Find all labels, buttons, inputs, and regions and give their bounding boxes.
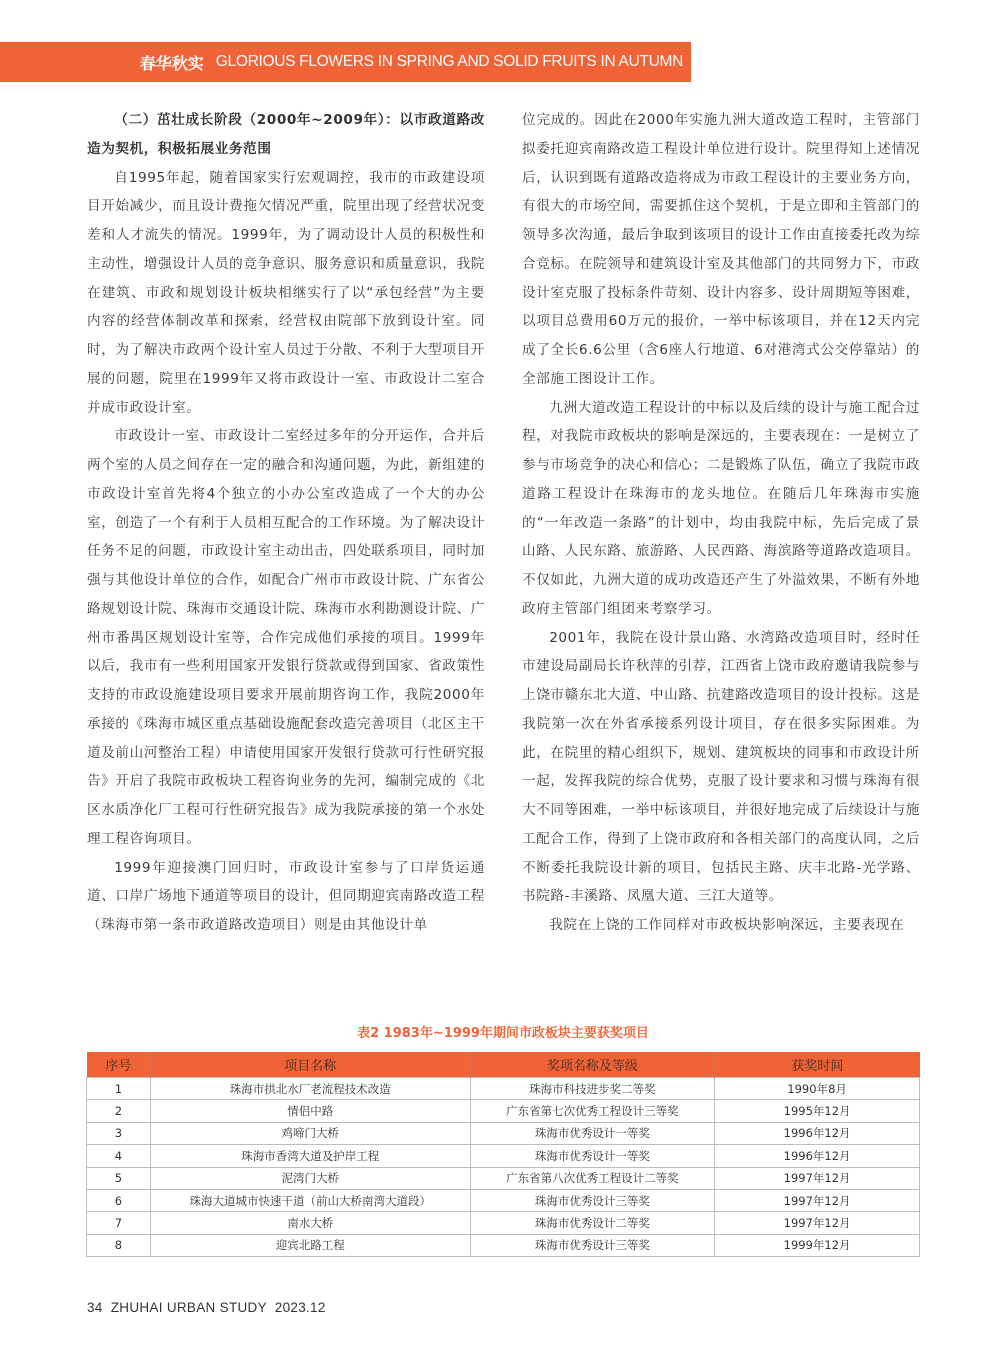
cell-award: 广东省第八次优秀工程设计二等奖 <box>470 1167 715 1189</box>
cell-award: 珠海市科技进步奖二等奖 <box>470 1078 715 1100</box>
cell-index: 3 <box>87 1122 151 1144</box>
banner-title-zh: 春华秋实 <box>139 53 204 73</box>
header-index: 序号 <box>87 1052 151 1078</box>
cell-award: 珠海市优秀设计二等奖 <box>470 1212 715 1234</box>
cell-date: 1999年12月 <box>715 1234 920 1256</box>
table-row <box>87 1189 920 1211</box>
header-date: 获奖时间 <box>715 1052 920 1078</box>
cell-index: 7 <box>87 1212 151 1234</box>
paragraph: 市政设计一室、市政设计二室经过多年的分开运作，合并后两个室的人员之间存在一定的融合和沟通问题，为此，新组建的市政设计室首先将4个独立的小办公室改造成了一个大的办公室，创造了一个有利于人员相互配合的工作环境。为了解决设计任务不足的问题，市政设计室主动出击，四处联系项目，同时加强与其他设计单位的合作，如配合广州市市政设计院、广东省公路规划设计院、珠海市交通设计院、珠海市水利勘测设计院、广州市番禺区规划设计室等，合作完成他们承接的项目。1999年以后，我市有一些利用国家开发银行贷款或得到国家、省政策性支持的市政设施建设项目要求开展前期咨询工作，我院2000年承接的《珠海市城区重点基础设施配套改造完善项目（北区主干道及前山河整治工程）申请使用国家开发银行贷款可行性研究报告》开启了我院市政板块工程咨询业务的先河，编制完成的《北区水质净化厂工程可行性研究报告》成为我院承接的第一个水处理工程咨询项目。 <box>87 428 485 847</box>
paragraph: 我院在上饶的工作同样对市政板块影响深远，主要表现在 <box>549 917 905 933</box>
cell-index: 1 <box>87 1078 151 1100</box>
cell-project: 珠海市香湾大道及护岸工程 <box>150 1145 470 1167</box>
table-caption: 表2 1983年~1999年期间市政板块主要获奖项目 <box>357 1026 649 1041</box>
issue-date: 2023.12 <box>274 1300 326 1315</box>
table-row <box>87 1167 920 1189</box>
page-footer <box>87 1300 326 1315</box>
publication-name: ZHUHAI URBAN STUDY <box>110 1300 267 1315</box>
cell-date: 1995年12月 <box>715 1100 920 1122</box>
paragraph-continuation: 位完成的。因此在2000年实施九洲大道改造工程时，主管部门拟委托迎宾南路改造工程设计单位进行设计。院里得知上述情况后，认识到既有道路改造将成为市政工程设计的主要业务方向，有很大的市场空间，需要抓住这个契机，于是立即和主管部门的领导多次沟通，最后争取到该项目的设计工作由直接委托改为综合竞标。在院领导和建筑设计室及其他部门的共同努力下，市政设计室克服了投标条件苛刻、设计内容多、设计周期短等困难，以项目总费用60万元的报价，一举中标该项目，并在12天内完成了全长6.6公里（含6座人行地道、6对港湾式公交停靠站）的全部施工图设计工作。 <box>522 112 920 387</box>
cell-date: 1996年12月 <box>715 1145 920 1167</box>
table-body <box>87 1078 920 1257</box>
cell-index: 8 <box>87 1234 151 1256</box>
header-award: 奖项名称及等级 <box>470 1052 715 1078</box>
cell-date: 1996年12月 <box>715 1122 920 1144</box>
table-row <box>87 1212 920 1234</box>
cell-project: 鸡啼门大桥 <box>150 1122 470 1144</box>
cell-date: 1990年8月 <box>715 1078 920 1100</box>
right-column <box>522 106 920 940</box>
cell-project: 南水大桥 <box>150 1212 470 1234</box>
cell-project: 情侣中路 <box>150 1100 470 1122</box>
cell-award: 广东省第七次优秀工程设计三等奖 <box>470 1100 715 1122</box>
cell-index: 2 <box>87 1100 151 1122</box>
cell-date: 1997年12月 <box>715 1189 920 1211</box>
table-header-row <box>87 1052 920 1078</box>
cell-award: 珠海市优秀设计一等奖 <box>470 1145 715 1167</box>
table-row <box>87 1100 920 1122</box>
section-banner <box>0 42 691 82</box>
cell-project: 珠海大道城市快速干道（前山大桥南湾大道段） <box>150 1189 470 1211</box>
cell-award: 珠海市优秀设计三等奖 <box>470 1189 715 1211</box>
cell-project: 珠海市拱北水厂老流程技术改造 <box>150 1078 470 1100</box>
table-row <box>87 1078 920 1100</box>
page-number: 34 <box>87 1300 103 1315</box>
table-row <box>87 1122 920 1144</box>
cell-index: 4 <box>87 1145 151 1167</box>
paragraph: 自1995年起，随着国家实行宏观调控，我市的市政建设项目开始减少，而且设计费拖欠情况严重，院里出现了经营状况变差和人才流失的情况。1999年，为了调动设计人员的积极性和主动性，增强设计人员的竞争意识、服务意识和质量意识，我院在建筑、市政和规划设计板块相继实行了以“承包经营”为主要内容的经营体制改革和探索，经营权由院部下放到设计室。同时，为了解决市政两个设计室人员过于分散、不利于大型项目开展的问题，院里在1999年又将市政设计一室、市政设计二室合并成市政设计室。 <box>87 169 485 416</box>
header-project: 项目名称 <box>150 1052 470 1078</box>
cell-award: 珠海市优秀设计三等奖 <box>470 1234 715 1256</box>
banner-title-en: GLORIOUS FLOWERS IN SPRING AND SOLID FRUITS IN AUTUMN <box>215 53 683 70</box>
cell-date: 1997年12月 <box>715 1212 920 1234</box>
left-column <box>87 106 485 940</box>
cell-project: 泥湾门大桥 <box>150 1167 470 1189</box>
cell-date: 1997年12月 <box>715 1167 920 1189</box>
table-row <box>87 1234 920 1256</box>
paragraph: 九洲大道改造工程设计的中标以及后续的设计与施工配合过程，对我院市政板块的影响是深远的，主要表现在：一是树立了参与市场竞争的决心和信心；二是锻炼了队伍，确立了我院市政道路工程设计在珠海市的龙头地位。在随后几年珠海市实施的“一年改造一条路”的计划中，均由我院中标，先后完成了景山路、人民东路、旅游路、人民西路、海滨路等道路改造项目。不仅如此，九洲大道的成功改造还产生了外溢效果，不断有外地政府主管部门组团来考察学习。 <box>522 399 920 617</box>
section-heading: （二）茁壮成长阶段（2000年~2009年）：以市政道路改造为契机，积极拓展业务范围 <box>87 112 485 157</box>
cell-project: 迎宾北路工程 <box>150 1234 470 1256</box>
cell-index: 6 <box>87 1189 151 1211</box>
cell-index: 5 <box>87 1167 151 1189</box>
paragraph: 1999年迎接澳门回归时，市政设计室参与了口岸货运通道、口岸广场地下通道等项目的设计，但同期迎宾南路改造工程（珠海市第一条市政道路改造项目）则是由其他设计单 <box>87 859 485 933</box>
awards-table <box>86 1052 920 1257</box>
table-row <box>87 1145 920 1167</box>
cell-award: 珠海市优秀设计一等奖 <box>470 1122 715 1144</box>
paragraph: 2001年，我院在设计景山路、水湾路改造项目时，经时任市建设局副局长许秋萍的引荐，江西省上饶市政府邀请我院参与上饶市赣东北大道、中山路、抗建路改造项目的设计投标。这是我院第一次在外省承接系列设计项目，存在很多实际困难。为此，在院里的精心组织下，规划、建筑板块的同事和市政设计所一起，发挥我院的综合优势，克服了设计要求和习惯与珠海有很大不同等困难，一举中标该项目，并很好地完成了后续设计与施工配合工作，得到了上饶市政府和各相关部门的高度认同，之后不断委托我院设计新的项目，包括民主路、庆丰北路-光学路、书院路-丰溪路、凤凰大道、三江大道等。 <box>522 629 920 905</box>
